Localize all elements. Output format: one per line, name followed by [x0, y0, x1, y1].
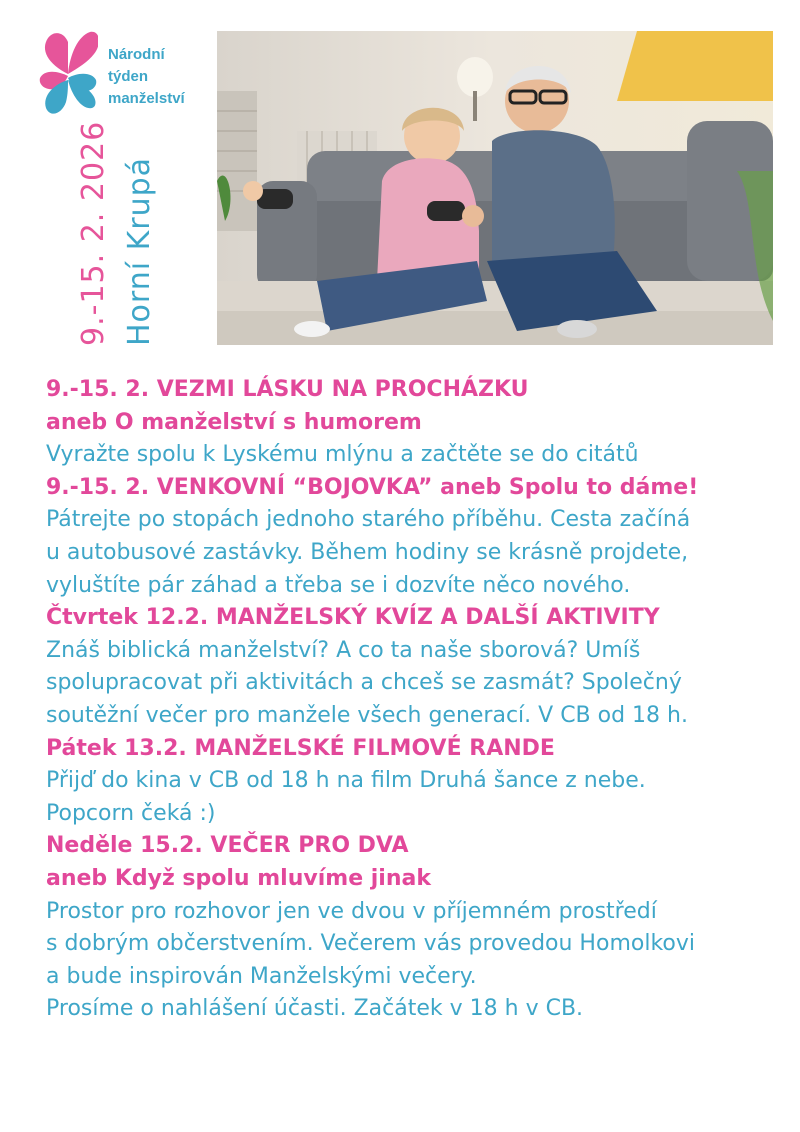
couple-gaming-photo-icon	[217, 31, 773, 345]
logo-line: Národní	[108, 46, 165, 63]
event-item	[46, 830, 766, 1026]
logo-line: manželství	[108, 90, 185, 107]
event-heading: Neděle 15.2. VEČER PRO DVA	[46, 833, 409, 859]
event-date-range: 9.-15. 2. 2026	[76, 120, 111, 346]
event-subheading: aneb Když spolu mluvíme jinak	[46, 865, 431, 891]
event-item	[46, 472, 766, 602]
event-description: Přijď do kina v CB od 18 h na film Druhá šance z nebe.	[46, 768, 646, 794]
event-heading: Pátek 13.2. MANŽELSKÉ FILMOVÉ RANDE	[46, 735, 555, 761]
event-subheading: aneb O manželství s humorem	[46, 409, 422, 435]
logo-line: týden	[108, 68, 149, 85]
event-description: Vyražte spolu k Lyskému mlýnu a začtěte se do citátů	[46, 442, 639, 468]
event-description: vyluštíte pár záhad a třeba se i dozvíte něco nového.	[46, 572, 631, 598]
program-list	[46, 374, 766, 1026]
logo-title	[108, 44, 185, 110]
event-description: u autobusové zastávky. Během hodiny se krásně projdete,	[46, 539, 689, 565]
event-heading: 9.-15. 2. VEZMI LÁSKU NA PROCHÁZKU	[46, 377, 529, 402]
event-description: Pátrejte po stopách jednoho starého příběhu. Cesta začíná	[46, 507, 691, 533]
event-description: a bude inspirován Manželskými večery.	[46, 963, 477, 989]
event-heading: Čtvrtek 12.2. MANŽELSKÝ KVÍZ A DALŠÍ AKTIVITY	[46, 605, 660, 631]
event-description: Znáš biblická manželství? A co ta naše sborová? Umíš	[46, 637, 641, 663]
event-description: s dobrým občerstvením. Večerem vás provedou Homolkovi	[46, 931, 695, 957]
heart-petals-logo-icon	[38, 26, 98, 130]
event-item	[46, 374, 766, 472]
event-description: spolupracovat při aktivitách a chceš se zasmát? Společný	[46, 670, 682, 696]
event-description: Prostor pro rozhovor jen ve dvou v příjemném prostředí	[46, 898, 657, 924]
event-description: soutěžní večer pro manžele všech generací. V CB od 18 h.	[46, 702, 688, 728]
event-description: Popcorn čeká :)	[46, 800, 216, 826]
event-description: Prosíme o nahlášení účasti. Začátek v 18 h v CB.	[46, 996, 584, 1022]
couple-photo	[217, 31, 773, 345]
event-location: Horní Krupá	[122, 156, 157, 346]
event-item	[46, 602, 766, 732]
event-heading: 9.-15. 2. VENKOVNÍ “BOJOVKA” aneb Spolu to dáme!	[46, 474, 699, 500]
event-item	[46, 733, 766, 831]
